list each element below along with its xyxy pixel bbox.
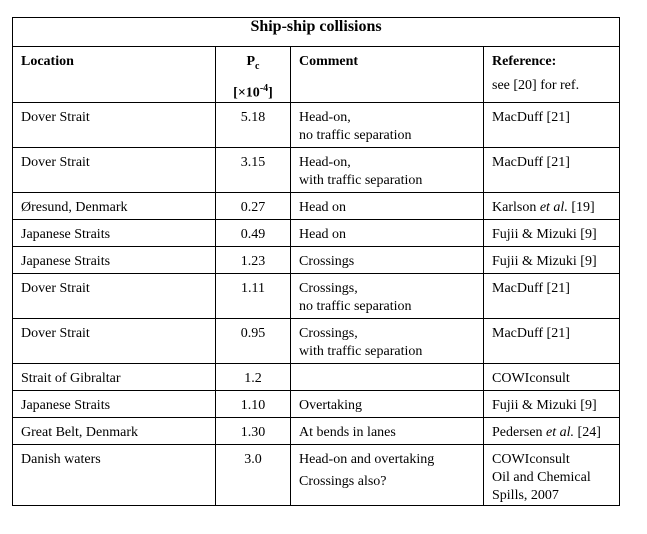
reference-cell: Pedersen et al. [24] bbox=[484, 418, 620, 445]
comment-cell: Head on bbox=[291, 193, 484, 220]
location-cell: Japanese Straits bbox=[13, 247, 216, 274]
comment-cell: Crossings bbox=[291, 247, 484, 274]
header-reference bbox=[484, 47, 620, 103]
reference-cell: COWIconsult Oil and Chemical Spills, 2007 bbox=[484, 445, 620, 506]
table-row bbox=[13, 274, 620, 319]
pc-value-cell: 5.18 bbox=[216, 103, 291, 148]
location-cell: Japanese Straits bbox=[13, 391, 216, 418]
header-pc-unit-exp: -4 bbox=[259, 82, 269, 94]
reference-cell: Fujii & Mizuki [9] bbox=[484, 391, 620, 418]
pc-value-cell: 0.27 bbox=[216, 193, 291, 220]
location-cell: Øresund, Denmark bbox=[13, 193, 216, 220]
pc-value-cell: 1.2 bbox=[216, 364, 291, 391]
reference-cell: MacDuff [21] bbox=[484, 103, 620, 148]
reference-cell: COWIconsult bbox=[484, 364, 620, 391]
location-cell: Dover Strait bbox=[13, 319, 216, 364]
header-reference-label: Reference: bbox=[492, 54, 557, 69]
comment-cell: Head-on, with traffic separation bbox=[291, 148, 484, 193]
header-pc-unit-prefix: [×10 bbox=[233, 85, 260, 101]
pc-value-cell: 3.15 bbox=[216, 148, 291, 193]
table-row bbox=[13, 445, 620, 506]
comment-cell: Head on bbox=[291, 220, 484, 247]
location-cell: Strait of Gibraltar bbox=[13, 364, 216, 391]
pc-value-cell: 1.30 bbox=[216, 418, 291, 445]
location-cell: Danish waters bbox=[13, 445, 216, 506]
pc-value-cell: 1.10 bbox=[216, 391, 291, 418]
header-pc-symbol: P bbox=[246, 54, 256, 69]
comment-cell: Crossings, with traffic separation bbox=[291, 319, 484, 364]
reference-cell: MacDuff [21] bbox=[484, 148, 620, 193]
header-comment: Comment bbox=[291, 47, 484, 103]
header-row bbox=[13, 47, 620, 103]
pc-value-cell: 1.11 bbox=[216, 274, 291, 319]
comment-cell: Crossings, no traffic separation bbox=[291, 274, 484, 319]
table-title: Ship-ship collisions bbox=[13, 18, 620, 47]
comment-cell: Head-on and overtaking Crossings also? bbox=[291, 445, 484, 506]
location-cell: Dover Strait bbox=[13, 103, 216, 148]
reference-cell: Karlson et al. [19] bbox=[484, 193, 620, 220]
ship-collisions-table bbox=[12, 17, 620, 506]
comment-cell: At bends in lanes bbox=[291, 418, 484, 445]
header-pc-subscript: c bbox=[255, 60, 260, 72]
header-pc bbox=[216, 47, 291, 103]
comment-cell: Head-on, no traffic separation bbox=[291, 103, 484, 148]
comment-cell bbox=[291, 364, 484, 391]
table-row bbox=[13, 247, 620, 274]
location-cell: Great Belt, Denmark bbox=[13, 418, 216, 445]
table-row bbox=[13, 148, 620, 193]
pc-value-cell: 3.0 bbox=[216, 445, 291, 506]
location-cell: Dover Strait bbox=[13, 274, 216, 319]
table-row bbox=[13, 220, 620, 247]
reference-cell: Fujii & Mizuki [9] bbox=[484, 247, 620, 274]
pc-value-cell: 1.23 bbox=[216, 247, 291, 274]
pc-value-cell: 0.49 bbox=[216, 220, 291, 247]
table-row bbox=[13, 193, 620, 220]
reference-cell: MacDuff [21] bbox=[484, 319, 620, 364]
pc-value-cell: 0.95 bbox=[216, 319, 291, 364]
reference-cell: MacDuff [21] bbox=[484, 274, 620, 319]
location-cell: Japanese Straits bbox=[13, 220, 216, 247]
location-cell: Dover Strait bbox=[13, 148, 216, 193]
table-row bbox=[13, 103, 620, 148]
table-row bbox=[13, 391, 620, 418]
header-reference-note: see [20] for ref. bbox=[492, 78, 580, 93]
table-row bbox=[13, 319, 620, 364]
comment-cell: Overtaking bbox=[291, 391, 484, 418]
reference-cell: Fujii & Mizuki [9] bbox=[484, 220, 620, 247]
header-location: Location bbox=[13, 47, 216, 103]
header-pc-unit-suffix: ] bbox=[268, 85, 273, 101]
header-pc-unit bbox=[216, 80, 290, 103]
table-row bbox=[13, 364, 620, 391]
table-row bbox=[13, 418, 620, 445]
